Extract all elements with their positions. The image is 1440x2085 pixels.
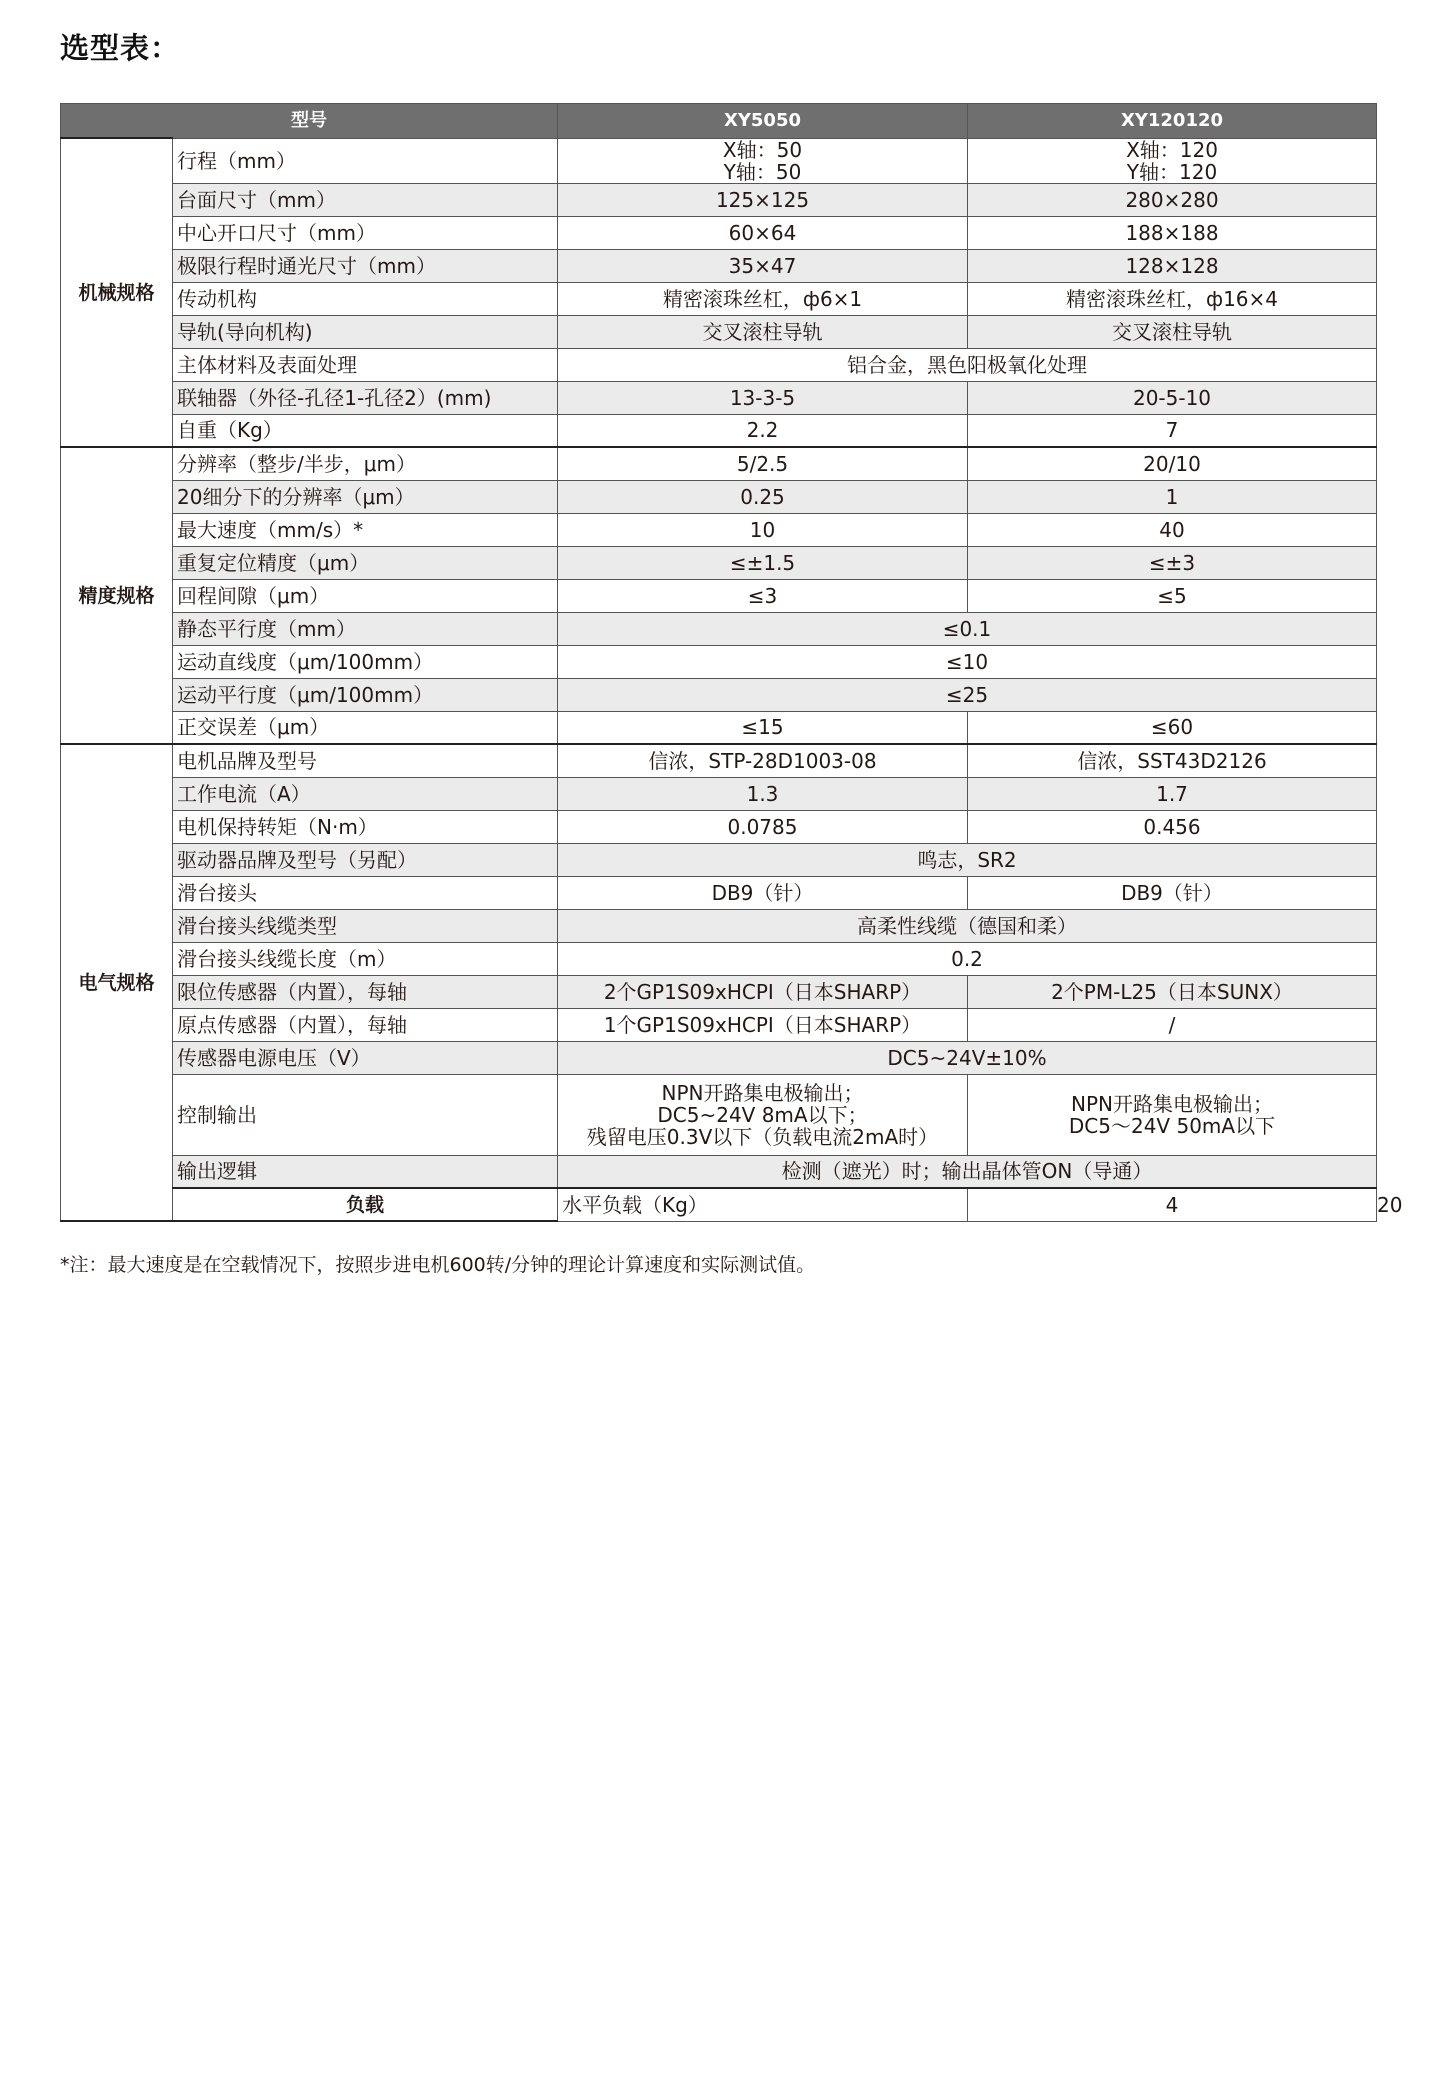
value-cell: 1.3 [558,777,968,810]
param-cell: 自重（Kg） [173,414,558,447]
value-cell: DB9（针） [968,876,1377,909]
table-row [61,975,1377,1008]
table-row [61,1155,1377,1188]
page-title: 选型表： [60,31,181,65]
value-cell: / [968,1008,1377,1041]
table-row [61,183,1377,216]
value-cell: 13-3-5 [558,381,968,414]
table-row [61,315,1377,348]
param-cell: 原点传感器（内置），每轴 [173,1008,558,1041]
value-cell: 280×280 [968,183,1377,216]
table-row [61,1041,1377,1074]
value-cell: 0.456 [968,810,1377,843]
value-cell: ≤±1.5 [558,546,968,579]
param-cell: 限位传感器（内置），每轴 [173,975,558,1008]
param-cell: 运动平行度（μm/100mm） [173,678,558,711]
param-cell: 滑台接头线缆长度（m） [173,942,558,975]
merged-value-cell: 鸣志，SR2 [558,843,1377,876]
table-row [61,612,1377,645]
value-cell: 20-5-10 [968,381,1377,414]
value-cell: 1个GP1S09xHCPI（日本SHARP） [558,1008,968,1041]
table-row [61,876,1377,909]
spec-table [60,103,1403,1222]
value-cell: X轴：120 Y轴：120 [968,138,1377,183]
param-cell: 驱动器品牌及型号（另配） [173,843,558,876]
table-row [61,579,1377,612]
param-cell: 分辨率（整步/半步，μm） [173,447,558,480]
value-cell: ≤±3 [968,546,1377,579]
merged-value-cell: 高柔性线缆（德国和柔） [558,909,1377,942]
value-cell: 188×188 [968,216,1377,249]
group-load: 负载 [173,1188,558,1221]
group-mechanical: 机械规格 [61,138,173,447]
param-cell: 20细分下的分辨率（μm） [173,480,558,513]
table-row: 负载 水平负载（Kg） 4 20 [61,1188,1377,1221]
value-cell: 20/10 [968,447,1377,480]
merged-value-cell: ≤0.1 [558,612,1377,645]
table-header-row [61,104,1377,139]
footnote: *注：最大速度是在空载情况下，按照步进电机600转/分钟的理论计算速度和实际测试值。 [60,1254,816,1276]
merged-value-cell: ≤10 [558,645,1377,678]
param-cell: 台面尺寸（mm） [173,183,558,216]
value-cell: 1.7 [968,777,1377,810]
value-cell: ≤3 [558,579,968,612]
table-row [61,216,1377,249]
param-cell: 重复定位精度（μm） [173,546,558,579]
param-cell: 导轨(导向机构) [173,315,558,348]
param-cell: 主体材料及表面处理 [173,348,558,381]
merged-value-cell: DC5~24V±10% [558,1041,1377,1074]
merged-value-cell: 铝合金，黑色阳极氧化处理 [558,348,1377,381]
table-row [61,480,1377,513]
value-cell: 精密滚珠丝杠，ф16×4 [968,282,1377,315]
param-cell: 输出逻辑 [173,1155,558,1188]
merged-value-cell: 0.2 [558,942,1377,975]
value-cell: 60×64 [558,216,968,249]
table-row [61,1008,1377,1041]
merged-value-cell: 检测（遮光）时；输出晶体管ON（导通） [558,1155,1377,1188]
value-cell: 0.0785 [558,810,968,843]
param-cell: 极限行程时通光尺寸（mm） [173,249,558,282]
value-cell: 1 [968,480,1377,513]
table-row [61,414,1377,447]
param-cell: 中心开口尺寸（mm） [173,216,558,249]
value-cell: 精密滚珠丝杠，ф6×1 [558,282,968,315]
value-cell: DB9（针） [558,876,968,909]
param-cell: 电机保持转矩（N·m） [173,810,558,843]
value-cell: NPN开路集电极输出； DC5~24V 8mA以下； 残留电压0.3V以下（负载电流2mA时） [558,1074,968,1155]
value-cell: ≤60 [968,711,1377,744]
param-cell: 行程（mm） [173,138,558,183]
param-cell: 电机品牌及型号 [173,744,558,777]
value-cell: X轴：50 Y轴：50 [558,138,968,183]
header-xy5050: XY5050 [558,104,968,139]
table-row [61,249,1377,282]
param-cell: 正交误差（μm） [173,711,558,744]
table-row [61,942,1377,975]
param-cell: 传动机构 [173,282,558,315]
table-row [61,909,1377,942]
value-cell: 5/2.5 [558,447,968,480]
value-cell: 2个PM-L25（日本SUNX） [968,975,1377,1008]
param-cell: 回程间隙（μm） [173,579,558,612]
table-row [61,711,1377,744]
header-xy120120: XY120120 [968,104,1377,139]
value-cell: 40 [968,513,1377,546]
table-row [61,1074,1377,1155]
value-cell: ≤15 [558,711,968,744]
value-cell: 35×47 [558,249,968,282]
table-row [61,777,1377,810]
param-cell: 滑台接头 [173,876,558,909]
value-cell: 2.2 [558,414,968,447]
value-cell: 信浓，SST43D2126 [968,744,1377,777]
value-cell: 交叉滚柱导轨 [558,315,968,348]
table-row [61,348,1377,381]
table-row [61,645,1377,678]
value-cell: 交叉滚柱导轨 [968,315,1377,348]
value-cell: ≤5 [968,579,1377,612]
param-cell: 控制输出 [173,1074,558,1155]
header-model: 型号 [61,104,558,139]
value-cell: 4 [968,1188,1377,1221]
value-cell: 7 [968,414,1377,447]
value-cell: 10 [558,513,968,546]
value-cell: 2个GP1S09xHCPI（日本SHARP） [558,975,968,1008]
table-row [61,546,1377,579]
table-row [61,282,1377,315]
value-cell: 0.25 [558,480,968,513]
table-row [61,381,1377,414]
table-row [61,138,1377,183]
param-cell: 滑台接头线缆类型 [173,909,558,942]
group-precision: 精度规格 [61,447,173,744]
param-cell: 工作电流（A） [173,777,558,810]
table-row [61,843,1377,876]
merged-value-cell: ≤25 [558,678,1377,711]
param-cell: 静态平行度（mm） [173,612,558,645]
value-cell: 125×125 [558,183,968,216]
table-row [61,447,1377,480]
value-cell: NPN开路集电极输出； DC5～24V 50mA以下 [968,1074,1377,1155]
value-cell: 128×128 [968,249,1377,282]
param-cell: 最大速度（mm/s）* [173,513,558,546]
table-row [61,744,1377,777]
value-cell: 信浓，STP-28D1003-08 [558,744,968,777]
param-cell: 传感器电源电压（V） [173,1041,558,1074]
param-cell: 联轴器（外径-孔径1-孔径2）(mm) [173,381,558,414]
param-cell: 水平负载（Kg） [558,1188,968,1221]
group-electrical: 电气规格 [61,744,173,1221]
param-cell: 运动直线度（μm/100mm） [173,645,558,678]
table-row [61,513,1377,546]
table-row [61,810,1377,843]
table-row [61,678,1377,711]
